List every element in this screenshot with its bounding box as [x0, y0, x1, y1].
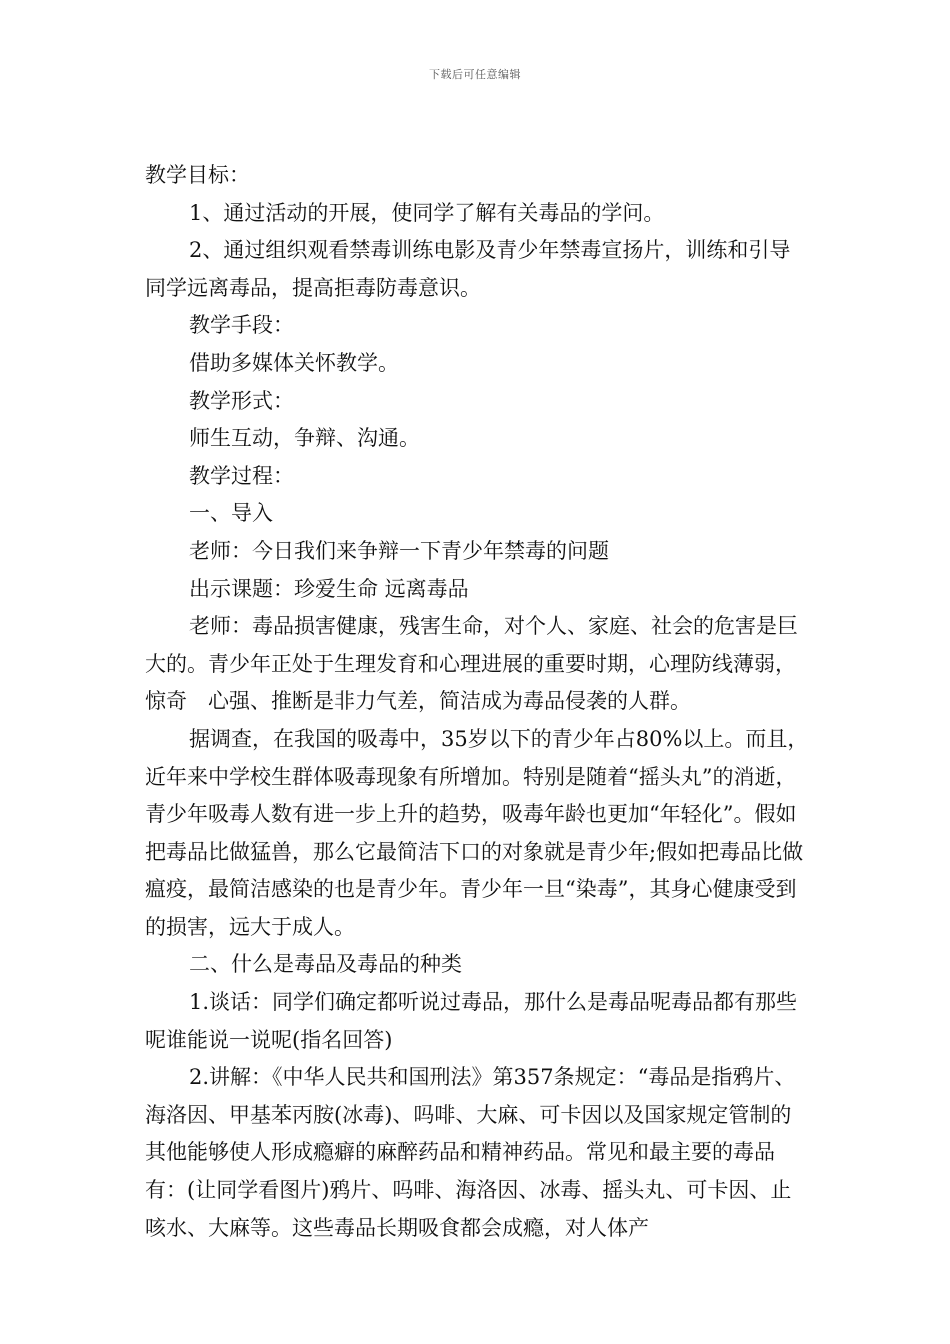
paragraph-topic: 出示课题：珍爱生命 远离毒品 [189, 576, 469, 601]
paragraph-survey: 据调查，在我国的吸毒中，35岁以下的青少年占80%以上。而且，近年来中学校生群体吸毒现象有所增加。特别是随着“摇头丸”的消逝，青少年吸毒人数有进一步上升的趋势，吸毒年龄也更加“年轻化”。假如把毒品比做猛兽，那么它最简洁下口的对象就是青少年;假如把毒品比做瘟疫，最简洁感染的也是青少年。青少年一旦“染毒”，其身心健康受到的损害，远大于成人。 [145, 726, 809, 939]
paragraph-teacher-harm: 老师：毒品损害健康，残害生命，对个人、家庭、社会的危害是巨大的。青少年正处于生理发育和心理进展的重要时期，心理防线薄弱，惊奇 心强、推断是非力气差，简洁成为毒品侵袭的人群。 [145, 614, 798, 714]
paragraph-form-heading: 教学形式： [189, 388, 294, 413]
page-header-note: 下载后可任意编辑 [429, 68, 521, 81]
document-body [145, 157, 810, 1247]
paragraph-teacher-intro: 老师：今日我们来争辩一下青少年禁毒的问题 [189, 538, 609, 563]
paragraph-goal-2: 2、通过组织观看禁毒训练电影及青少年禁毒宣扬片，训练和引导同学远离毒品，提高拒毒防毒意识。 [145, 238, 791, 300]
paragraph-form: 师生互动，争辩、沟通。 [189, 426, 420, 451]
paragraph-goal-heading: 教学目标： [145, 163, 250, 187]
paragraph-process-heading: 教学过程： [189, 463, 294, 488]
paragraph-method-heading: 教学手段： [189, 313, 294, 338]
paragraph-talk: 1.谈话：同学们确定都听说过毒品，那什么是毒品呢毒品都有那些呢谁能说一说呢(指名回答) [145, 990, 798, 1052]
paragraph-goal-1: 1、通过活动的开展，使同学了解有关毒品的学问。 [189, 200, 665, 225]
paragraph-explain: 2.讲解：《中华人民共和国刑法》第357条规定：“毒品是指鸦片、海洛因、甲基苯丙胺(冰毒)、吗啡、大麻、可卡因以及国家规定管制的其他能够使人形成瘾癖的麻醉药品和精神药品。常见和最主要的毒品有：(让同学看图片)鸦片、吗啡、海洛因、冰毒、摇头丸、可卡因、止咳水、大麻等。这些毒品长期吸食都会成瘾，对人体产 [145, 1065, 796, 1240]
section-heading-intro: 一、导入 [189, 501, 273, 526]
section-heading-drug-types: 二、什么是毒品及毒品的种类 [189, 952, 462, 977]
paragraph-method: 借助多媒体关怀教学。 [189, 350, 399, 375]
